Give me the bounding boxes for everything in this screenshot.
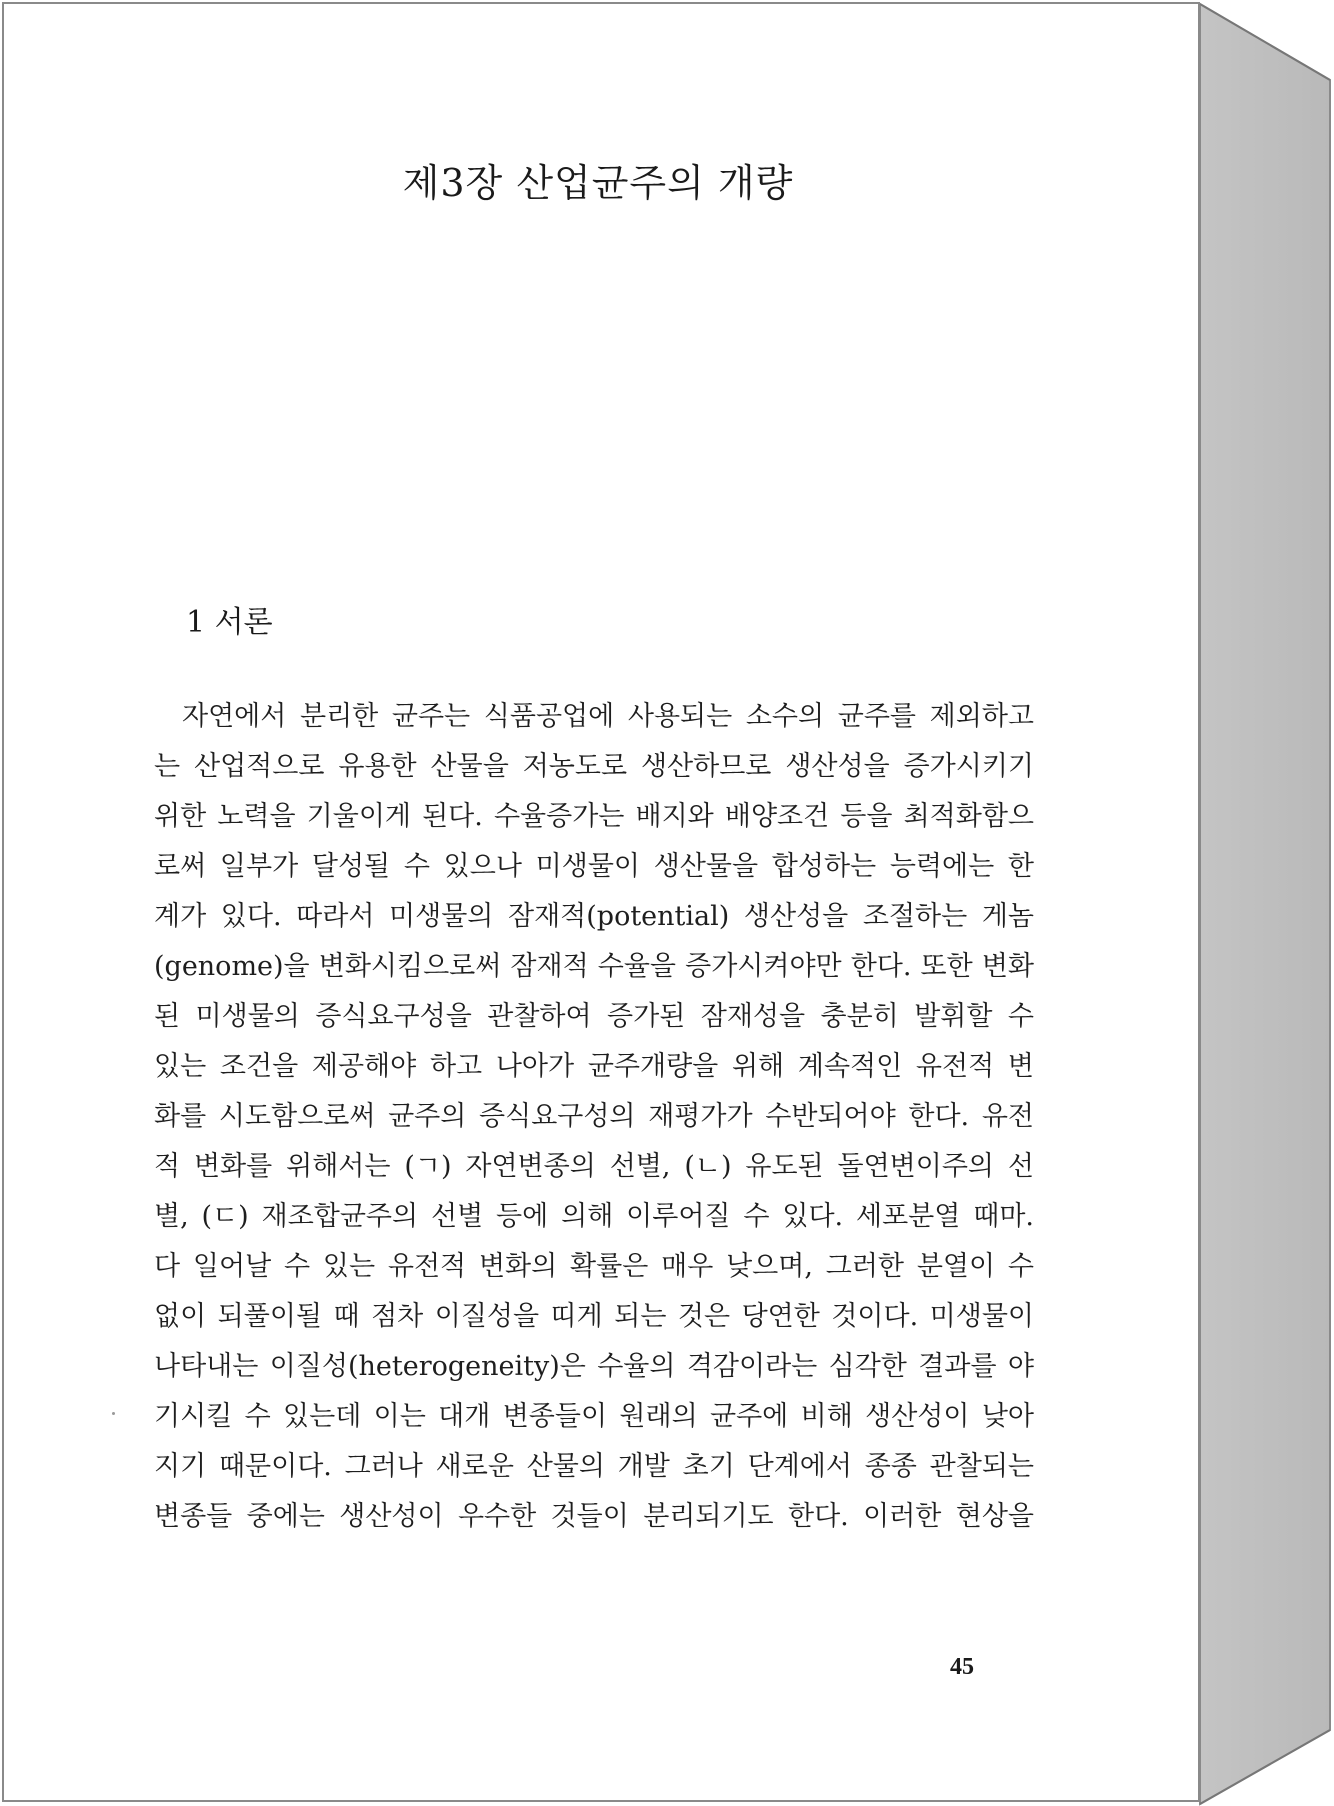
body-line: 지기 때문이다. 그러나 새로운 산물의 개발 초기 단계에서 종종 관찰되는 [154, 1451, 1034, 1482]
body-line: 기시킬 수 있는데 이는 대개 변종들이 원래의 균주에 비해 생산성이 낮아 [154, 1401, 1034, 1432]
body-line: (genome)을 변화시킴으로써 잠재적 수율을 증가시켜야만 한다. 또한 변화 [154, 951, 1034, 982]
body-line: 화를 시도함으로써 균주의 증식요구성의 재평가가 수반되어야 한다. 유전 [154, 1101, 1034, 1132]
chapter-title: 제3장 산업균주의 개량 [402, 161, 794, 205]
body-line: 는 산업적으로 유용한 산물을 저농도로 생산하므로 생산성을 증가시키기 [154, 751, 1034, 782]
section-heading: 1 서론 [186, 605, 273, 640]
body-line: 위한 노력을 기울이게 된다. 수율증가는 배지와 배양조건 등을 최적화함으 [154, 801, 1034, 832]
body-line: 된 미생물의 증식요구성을 관찰하여 증가된 잠재성을 충분히 발휘할 수 [154, 1001, 1034, 1032]
body-line: 계가 있다. 따라서 미생물의 잠재적(potential) 생산성을 조절하는 게놈 [154, 901, 1034, 932]
body-line: 로써 일부가 달성될 수 있으나 미생물이 생산물을 합성하는 능력에는 한 [154, 851, 1034, 882]
body-line: 있는 조건을 제공해야 하고 나아가 균주개량을 위해 계속적인 유전적 변 [154, 1051, 1034, 1082]
body-line: 변종들 중에는 생산성이 우수한 것들이 분리되기도 한다. 이러한 현상을 [154, 1501, 1034, 1532]
body-line: 나타내는 이질성(heterogeneity)은 수율의 격감이라는 심각한 결과를 야 [154, 1351, 1034, 1382]
body-line: 다 일어날 수 있는 유전적 변화의 확률은 매우 낮으며, 그러한 분열이 수 [154, 1251, 1034, 1282]
body-line: 적 변화를 위해서는 (ㄱ) 자연변종의 선별, (ㄴ) 유도된 돌연변이주의 선 [154, 1151, 1034, 1182]
book-side-face [1200, 4, 1330, 1804]
body-line: 별, (ㄷ) 재조합균주의 선별 등에 의해 이루어질 수 있다. 세포분열 때마. [154, 1201, 1034, 1232]
body-line: 없이 되풀이될 때 점차 이질성을 띠게 되는 것은 당연한 것이다. 미생물이 [154, 1301, 1034, 1332]
body-line: 자연에서 분리한 균주는 식품공업에 사용되는 소수의 균주를 제외하고 [182, 701, 1034, 732]
page-number: 45 [950, 1654, 974, 1680]
